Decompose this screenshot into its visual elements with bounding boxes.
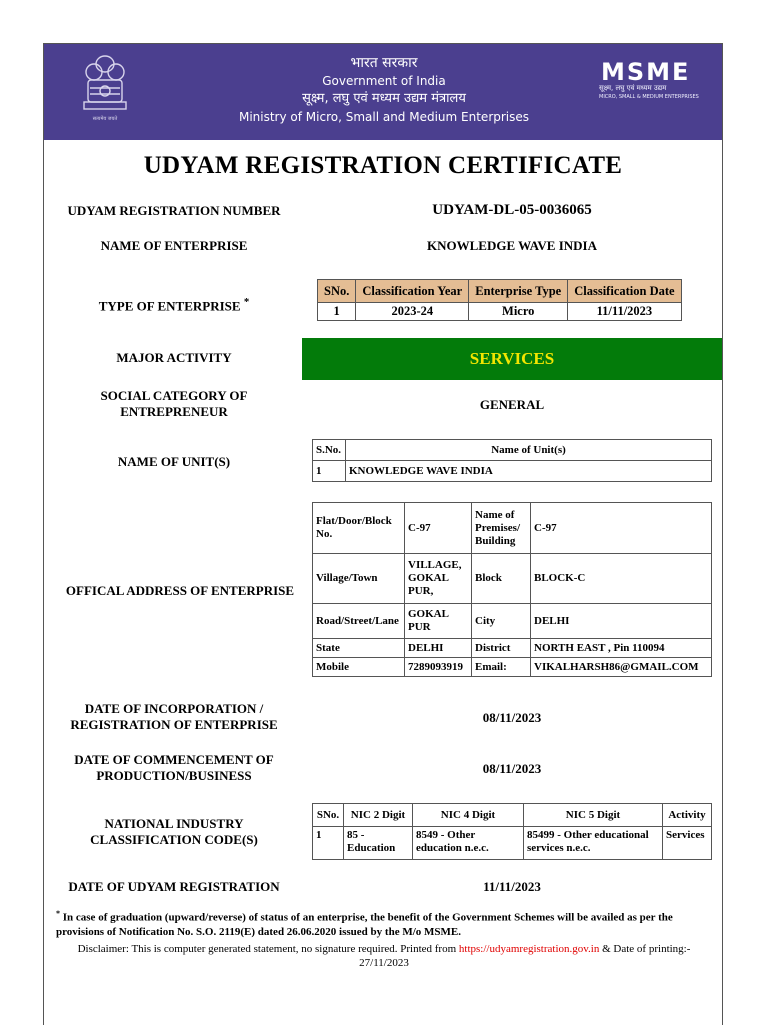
table-header-cell: Name of Unit(s) [346,440,712,461]
footnote-text: In case of graduation (upward/reverse) of status of an enterprise, the benefit of the Government Schemes will be availed as per the provisions of Notification No. S.O. 2119(E) dated 26.06.2020 issued by the M/o MSME. [56,911,673,938]
state-label: State [313,639,405,658]
flat-value: C-97 [405,503,472,554]
table-row [313,503,712,554]
msme-english-subtitle: MICRO, SMALL & MEDIUM ENTERPRISES [599,94,699,100]
email-label: Email: [472,658,531,677]
table-header-cell: Activity [663,804,712,827]
mobile-label: Mobile [313,658,405,677]
table-cell: 1 [313,461,346,482]
table-header-cell: NIC 5 Digit [524,804,663,827]
enterprise-name-label: NAME OF ENTERPRISE [100,238,248,253]
table-row [313,827,712,860]
table-header-cell: SNo. [318,280,356,303]
address-label: OFFICAL ADDRESS OF ENTERPRISE [65,583,295,598]
table-header-cell: NIC 4 Digit [413,804,524,827]
table-header-cell: Enterprise Type [469,280,568,303]
table-cell: 2023-24 [356,303,469,321]
classification-table [317,279,682,321]
banner-title-block [184,54,584,126]
district-label: District [472,639,531,658]
road-value: GOKAL PUR [405,604,472,639]
table-cell: Services [663,827,712,860]
table-row [313,639,712,658]
premises-value: C-97 [531,503,712,554]
city-value: DELHI [531,604,712,639]
state-value: DELHI [405,639,472,658]
table-row [318,303,682,321]
mobile-value: 7289093919 [405,658,472,677]
certificate-title: UDYAM REGISTRATION CERTIFICATE [143,152,623,179]
table-header-row [318,280,682,303]
type-label-text: TYPE OF ENTERPRISE [98,298,241,314]
units-label: NAME OF UNIT(S) [117,454,231,469]
incorporation-date-label: DATE OF INCORPORATION / REGISTRATION OF ENTERPRISE [70,701,278,732]
udyam-date-value: 11/11/2023 [483,879,541,894]
government-of-india-text: Government of India [322,74,446,88]
table-cell: 85 - Education [344,827,413,860]
table-row [313,461,712,482]
commencement-date-label: DATE OF COMMENCEMENT OF PRODUCTION/BUSINESS [74,752,274,783]
city-label: City [472,604,531,639]
emblem-caption: सत्यमेव जयते [92,116,118,122]
table-cell: 85499 - Other educational services n.e.c. [524,827,663,860]
table-header-cell: S.No. [313,440,346,461]
hindi-government-text: भारत सरकार [350,55,418,71]
graduation-footnote [56,907,716,939]
table-row [313,658,712,677]
type-footnote-mark: * [243,296,250,308]
udyam-portal-link[interactable]: https://udyamregistration.gov.in [458,943,600,955]
msme-logo-text: MSME [601,58,691,86]
disclaimer-text: Disclaimer: This is computer generated statement, no signature required. Printed from [77,943,459,955]
incorporation-date-value: 08/11/2023 [482,710,542,725]
table-cell: 1 [318,303,356,321]
table-row [313,604,712,639]
village-value: VILLAGE, GOKAL PUR, [405,554,472,604]
block-label: Block [472,554,531,604]
table-header-row [313,440,712,461]
enterprise-name-value: KNOWLEDGE WAVE INDIA [426,238,597,253]
table-cell: 8549 - Other education n.e.c. [413,827,524,860]
header-banner [44,44,722,140]
table-cell: 11/11/2023 [568,303,681,321]
district-value: NORTH EAST , Pin 110094 [531,639,712,658]
major-activity-value: SERVICES [302,338,722,380]
certificate-page [43,43,723,1025]
premises-label: Name of Premises/ Building [472,503,531,554]
disclaimer [64,942,704,970]
type-of-enterprise-label [64,294,284,314]
road-label: Road/Street/Lane [313,604,405,639]
nic-table [312,803,712,860]
msme-hindi-subtitle: सूक्ष्म, लघु एवं मध्यम उद्यम [599,84,667,92]
udyam-date-label: DATE OF UDYAM REGISTRATION [68,879,280,894]
hindi-ministry-text: सूक्ष्म, लघु एवं मध्यम उद्यम मंत्रालय [302,91,466,106]
flat-label: Flat/Door/Block No. [313,503,405,554]
table-header-cell: Classification Year [356,280,469,303]
units-table [312,439,712,482]
village-label: Village/Town [313,554,405,604]
social-category-label: SOCIAL CATEGORY OF ENTREPRENEUR [100,388,248,419]
block-value: BLOCK-C [531,554,712,604]
national-emblem-icon [74,50,136,128]
table-header-cell: NIC 2 Digit [344,804,413,827]
footnote-mark: * [56,909,60,918]
table-header-row [313,804,712,827]
reg-number-label: UDYAM REGISTRATION NUMBER [67,203,281,218]
nic-label: NATIONAL INDUSTRY CLASSIFICATION CODE(S) [90,816,258,847]
table-header-cell: Classification Date [568,280,681,303]
ministry-name-text: Ministry of Micro, Small and Medium Enterprises [238,110,530,124]
table-cell: 1 [313,827,344,860]
printing-date-text: & Date of printing:- 27/11/2023 [359,943,691,969]
social-category-value: GENERAL [479,397,545,412]
table-header-cell: SNo. [313,804,344,827]
table-cell: KNOWLEDGE WAVE INDIA [346,461,712,482]
email-value: VIKALHARSH86@GMAIL.COM [531,658,712,677]
reg-number-value: UDYAM-DL-05-0036065 [432,202,592,218]
table-cell: Micro [469,303,568,321]
commencement-date-value: 08/11/2023 [482,761,542,776]
address-table [312,502,712,677]
major-activity-label: MAJOR ACTIVITY [116,350,232,365]
table-row [313,554,712,604]
